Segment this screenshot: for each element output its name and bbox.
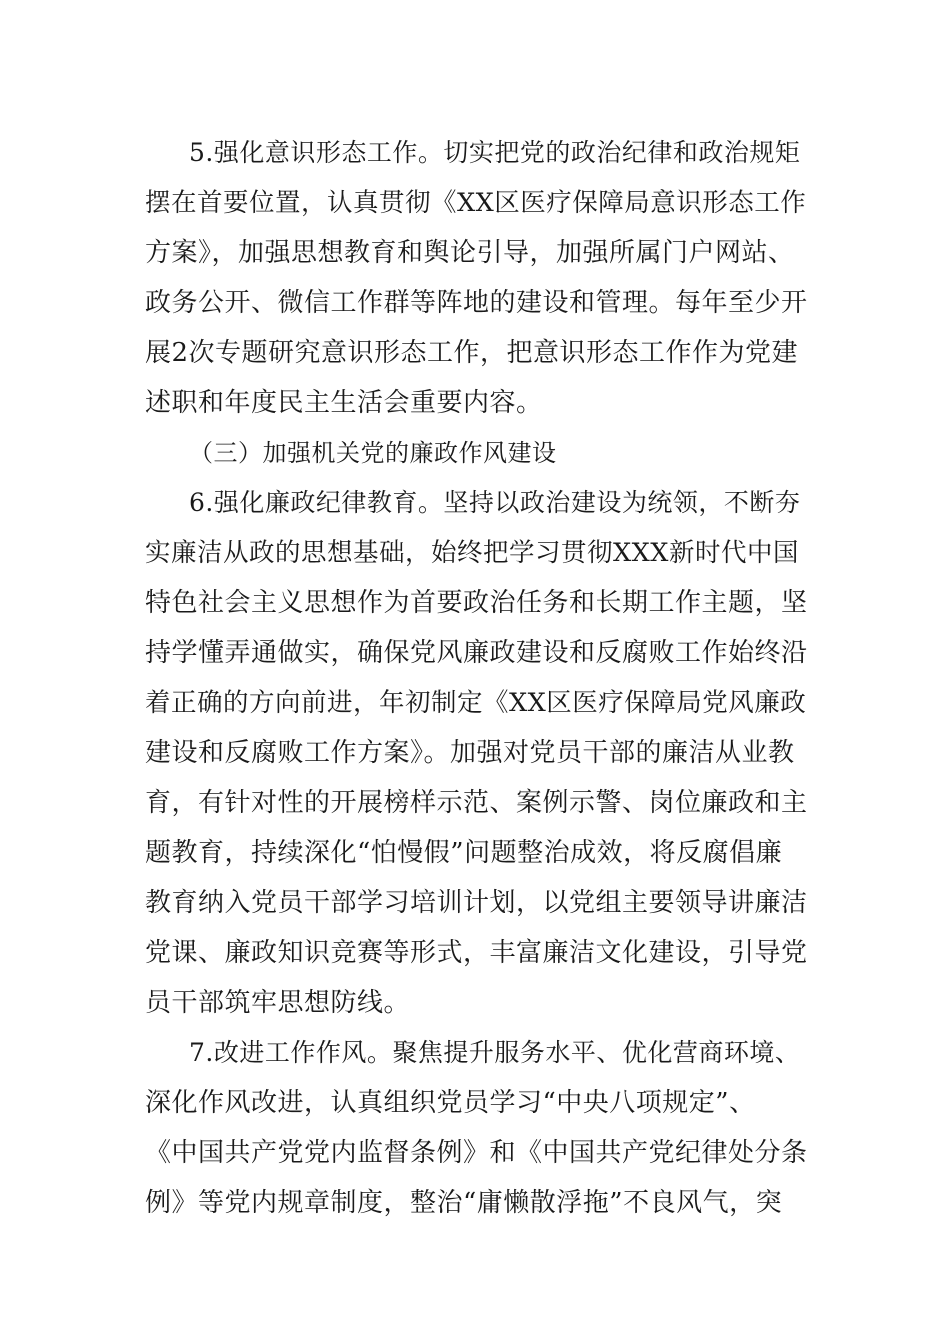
- paragraph-5-line-1: 5.强化意识形态工作。切实把党的政治纪律和政治规矩: [189, 138, 801, 167]
- paragraph-6-line-4: 持学懂弄通做实，确保党风廉政建设和反腐败工作始终沿: [145, 638, 808, 668]
- paragraph-6-line-8: 题教育，持续深化“怕慢假”问题整治成效，将反腐倡廉: [145, 838, 783, 868]
- paragraph-6-line-11: 员干部筑牢思想防线。: [145, 988, 411, 1018]
- paragraph-7-line-3: 《中国共产党党内监督条例》和《中国共产党纪律处分条: [145, 1138, 808, 1168]
- paragraph-5-line-4: 政务公开、微信工作群等阵地的建设和管理。每年至少开: [145, 288, 808, 318]
- paragraph-6-line-1: 6.强化廉政纪律教育。坚持以政治建设为统领，不断夯: [189, 488, 801, 517]
- paragraph-7-line-1: 7.改进工作作风。聚焦提升服务水平、优化营商环境、: [189, 1038, 801, 1067]
- paragraph-5-line-3: 方案》，加强思想教育和舆论引导，加强所属门户网站、: [145, 238, 795, 268]
- paragraph-7-line-2: 深化作风改进，认真组织党员学习“中央八项规定”、: [145, 1088, 756, 1118]
- paragraph-6-line-2: 实廉洁从政的思想基础，始终把学习贯彻XXX新时代中国: [145, 538, 799, 568]
- paragraph-6-line-6: 建设和反腐败工作方案》。加强对党员干部的廉洁从业教: [145, 738, 795, 768]
- paragraph-5-line-6: 述职和年度民主生活会重要内容。: [145, 388, 543, 418]
- paragraph-6-line-10: 党课、廉政知识竞赛等形式，丰富廉洁文化建设，引导党: [145, 938, 808, 968]
- paragraph-6-line-5: 着正确的方向前进，年初制定《XX区医疗保障局党风廉政: [145, 688, 807, 718]
- paragraph-6-line-3: 特色社会主义思想作为首要政治任务和长期工作主题，坚: [145, 588, 808, 618]
- paragraph-6-line-9: 教育纳入党员干部学习培训计划，以党组主要领导讲廉洁: [145, 888, 808, 918]
- paragraph-5-line-5: 展2次专题研究意识形态工作，把意识形态工作作为党建: [145, 338, 799, 368]
- section-heading-3: （三）加强机关党的廉政作风建设: [189, 439, 557, 467]
- paragraph-7-line-4: 例》等党内规章制度，整治“庸懒散浮拖”不良风气，突: [145, 1188, 783, 1218]
- paragraph-5-line-2: 摆在首要位置，认真贯彻《XX区医疗保障局意识形态工作: [145, 188, 807, 218]
- paragraph-6-line-7: 育，有针对性的开展榜样示范、案例示警、岗位廉政和主: [145, 788, 808, 818]
